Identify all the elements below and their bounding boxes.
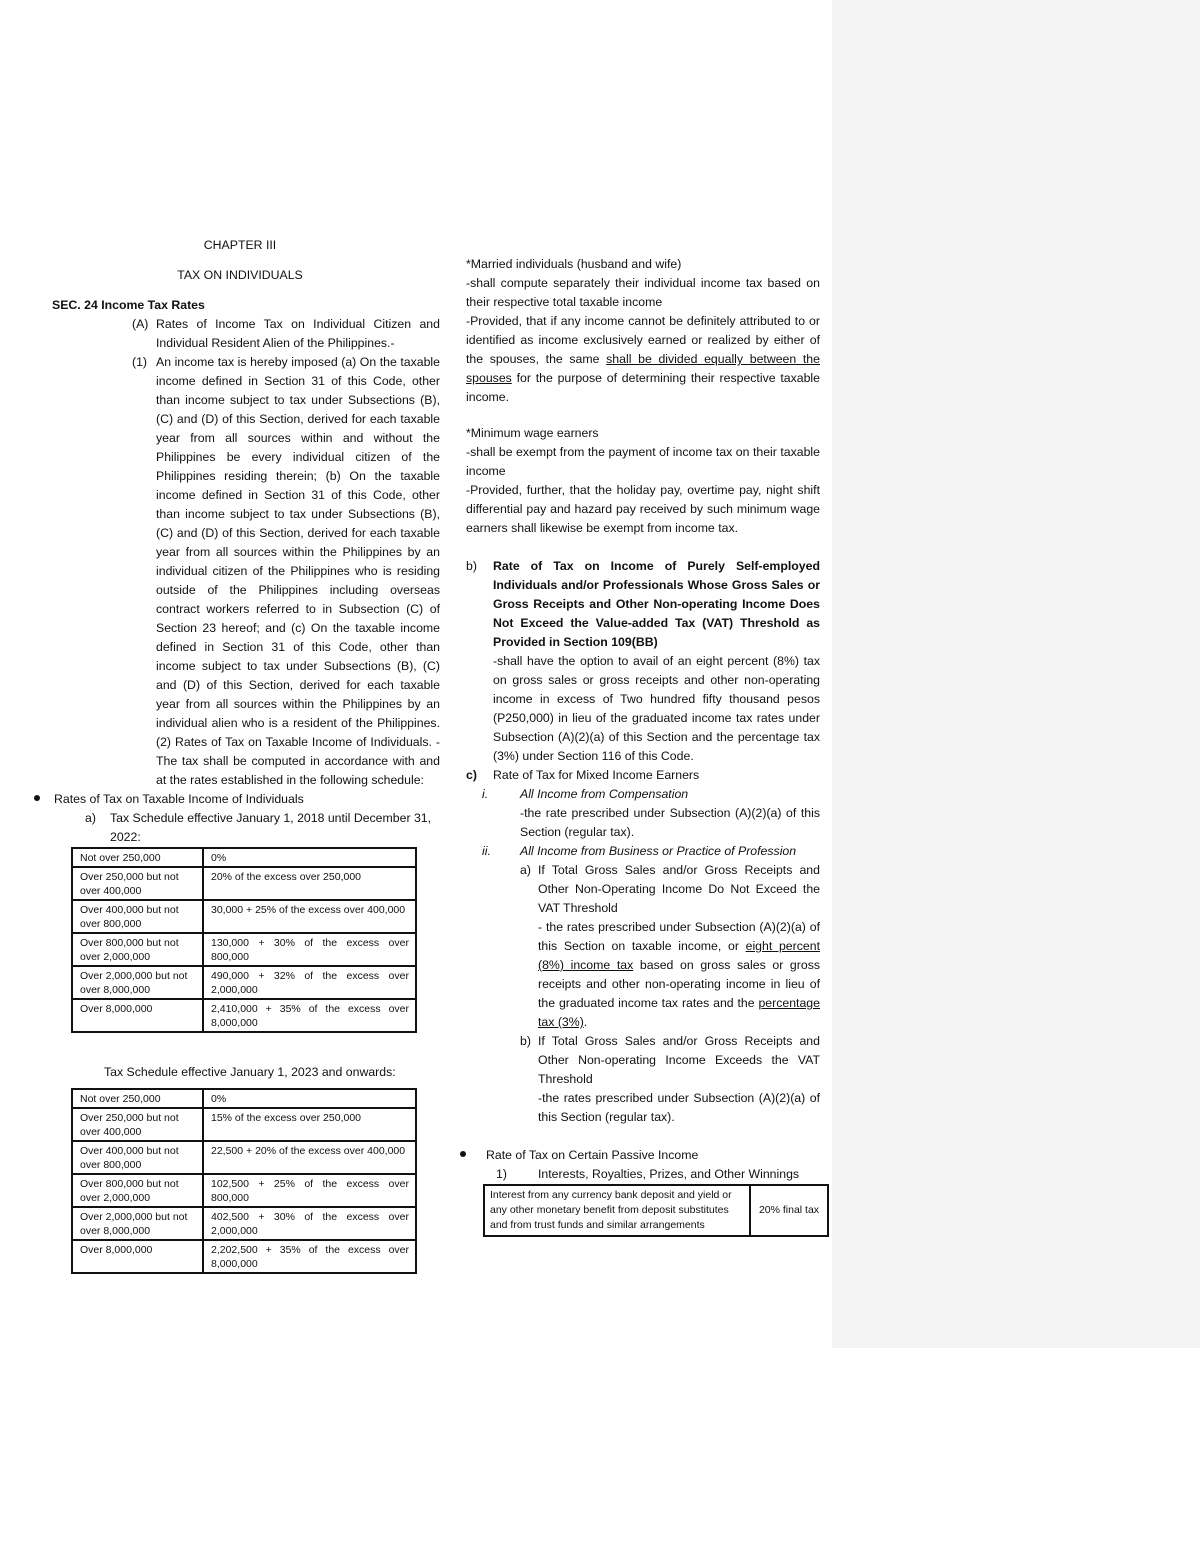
tax-rate-cell: 0% <box>203 1089 416 1108</box>
bullet-rates-text: Rates of Tax on Taxable Income of Individuals <box>54 792 304 806</box>
passive-income-rate: 20% final tax <box>750 1185 828 1236</box>
income-bracket-cell: Over 800,000 but not over 2,000,000 <box>72 933 203 966</box>
item-b-text: -shall have the option to avail of an eight percent (8%) tax on gross sales or gross receipts and other non-operating income in excess of Two hundred fifty thousand pesos (P250,000) in lieu of the graduated income tax rates under Subsection (A)(2)(a) of this Section and the percentage tax (3%) under Section 116 of this Code. <box>493 654 820 763</box>
table-row <box>72 1141 416 1174</box>
bullet-icon <box>34 795 40 801</box>
item-i-heading: All Income from Compensation <box>520 787 689 801</box>
married-p1: -shall compute separately their individual income tax based on their respective total taxable income <box>466 276 820 309</box>
item-b <box>466 557 820 766</box>
schedule-a-title: Tax Schedule effective January 1, 2018 until December 31, 2022: <box>110 811 432 844</box>
right-column <box>466 255 820 1237</box>
tax-rate-cell: 102,500 + 25% of the excess over 800,000 <box>203 1174 416 1207</box>
item-ii-a-heading: If Total Gross Sales and/or Gross Receipts and Other Non-Operating Income Do Not Exceed the VAT Threshold <box>538 863 820 915</box>
chapter-label: CHAPTER III <box>203 238 277 252</box>
married-p2-underlined: shall be divided equally between the spouses <box>466 352 820 385</box>
minwage-p2: -Provided, further, that the holiday pay, overtime pay, night shift differential pay and hazard pay received by such minimum wage earners shall likewise be exempt from income tax. <box>466 483 820 535</box>
comment-pane <box>832 0 1200 1348</box>
income-bracket-cell: Over 400,000 but not over 800,000 <box>72 900 203 933</box>
tax-rate-cell: 2,410,000 + 35% of the excess over 8,000,000 <box>203 999 416 1032</box>
subsection-a <box>40 315 440 353</box>
table-row <box>72 1240 416 1273</box>
table-row <box>72 867 416 900</box>
bullet-passive-text: Rate of Tax on Certain Passive Income <box>486 1148 699 1162</box>
table-row <box>484 1185 828 1236</box>
tax-rate-cell: 22,500 + 20% of the excess over 400,000 <box>203 1141 416 1174</box>
minwage-p1: -shall be exempt from the payment of income tax on their taxable income <box>466 445 820 478</box>
tax-rate-cell: 402,500 + 30% of the excess over 2,000,000 <box>203 1207 416 1240</box>
income-bracket-cell: Over 8,000,000 <box>72 999 203 1032</box>
item-ii-b-text: -the rates prescribed under Subsection (A)(2)(a) of this Section (regular tax). <box>538 1091 820 1124</box>
table-row <box>72 1089 416 1108</box>
schedule-a-mark: a) <box>85 811 96 825</box>
tax-rate-cell: 20% of the excess over 250,000 <box>203 867 416 900</box>
schedule-2023-title: Tax Schedule effective January 1, 2023 and onwards: <box>104 1065 396 1079</box>
item-1-heading: Interests, Royalties, Prizes, and Other Winnings <box>538 1167 800 1181</box>
paragraph-1 <box>40 353 440 790</box>
tax-rate-cell: 490,000 + 32% of the excess over 2,000,000 <box>203 966 416 999</box>
item-i-mark: i. <box>482 787 489 801</box>
item-ii-a-text <box>538 918 820 1032</box>
married-p2-b: for the purpose of determining their respective taxable income. <box>466 371 820 404</box>
income-bracket-cell: Over 2,000,000 but not over 8,000,000 <box>72 966 203 999</box>
tax-rate-cell: 15% of the excess over 250,000 <box>203 1108 416 1141</box>
item-ii-b-heading: If Total Gross Sales and/or Gross Receipts and Other Non-operating Income Exceeds the VAT Threshold <box>538 1034 820 1086</box>
income-bracket-cell: Over 8,000,000 <box>72 1240 203 1273</box>
table-row <box>72 999 416 1032</box>
table-row <box>72 1108 416 1141</box>
item-c-heading: Rate of Tax for Mixed Income Earners <box>493 768 700 782</box>
income-bracket-cell: Not over 250,000 <box>72 1089 203 1108</box>
item-ii-a-text-2: based on gross sales or gross receipts and other non-operating income in lieu of the graduated income tax rates and the <box>538 958 820 1010</box>
tax-rate-cell: 2,202,500 + 35% of the excess over 8,000,000 <box>203 1240 416 1273</box>
paragraph-1-text: An income tax is hereby imposed (a) On the taxable income defined in Section 31 of this Code, other than income subject to tax under Subsections (B), (C) and (D) of this Section, derived for each taxable year from all sources within and without the Philippines be every individual citizen of the Philippines residing therein; (b) On the taxable income defined in Section 31 of this Code, other than income subject to tax under Subsections (B), (C) and (D) of this Section, derived for each taxable year from all sources within the Philippines by an individual citizen of the Philippines who is residing outside of the Philippines including overseas contract workers referred to in Subsection (C) of Section 23 hereof; and (c) On the taxable income defined in Section 31 of this Code, other than income subject to tax under Subsections (B), (C) and (D) of this Section, derived for each taxable year from all sources within the Philippines by an individual alien who is a resident of the Philippines. (2) Rates of Tax on Taxable Income of Individuals. - The tax shall be computed in accordance with and at the rates established in the following schedule: <box>156 355 440 787</box>
item-ii-a-underline-1: eight percent (8%) income tax <box>538 939 820 972</box>
item-b-heading: Rate of Tax on Income of Purely Self-employed Individuals and/or Professionals Whose Gross Sales or Gross Receipts and Other Non-operating Income Does Not Exceed the Value-added Tax (VAT) Threshold as Provided in Section 109(BB) <box>493 559 820 649</box>
item-ii-b-mark: b) <box>520 1034 531 1048</box>
item-ii-a-text-1: - the rates prescribed under Subsection (A)(2)(a) of this Section on taxable income, or <box>538 920 820 953</box>
item-ii-a-text-3: . <box>583 1015 588 1029</box>
item-b-mark: b) <box>466 559 477 573</box>
item-ii-heading: All Income from Business or Practice of Profession <box>520 844 797 858</box>
tax-rate-cell: 30,000 + 25% of the excess over 400,000 <box>203 900 416 933</box>
subsection-a-mark: (A) <box>132 317 149 331</box>
item-ii-mark: ii. <box>482 844 491 858</box>
married-p2-a: -Provided, that if any income cannot be definitely attributed to or identified as income exclusively earned or realized by either of the spouses, the same <box>466 314 820 366</box>
bullet-passive <box>460 1146 820 1165</box>
item-ii-a-mark: a) <box>520 863 531 877</box>
item-ii <box>466 842 820 861</box>
tax-rate-cell: 130,000 + 30% of the excess over 800,000 <box>203 933 416 966</box>
passive-income-desc: Interest from any currency bank deposit and yield or any other monetary benefit from deposit substitutes and from trust funds and similar arrangements <box>484 1185 750 1236</box>
left-column <box>40 236 440 1274</box>
item-c <box>466 766 820 785</box>
tax-rate-cell: 0% <box>203 848 416 867</box>
bullet-icon <box>460 1151 466 1157</box>
table-row <box>72 966 416 999</box>
item-i <box>466 785 820 842</box>
table-row <box>72 1207 416 1240</box>
tax-table-2018 <box>71 847 417 1033</box>
income-bracket-cell: Over 2,000,000 but not over 8,000,000 <box>72 1207 203 1240</box>
married-p2 <box>466 312 820 407</box>
table-row <box>72 933 416 966</box>
item-ii-b <box>466 1032 820 1127</box>
income-bracket-cell: Over 250,000 but not over 400,000 <box>72 867 203 900</box>
paragraph-1-mark: (1) <box>132 355 148 369</box>
tax-table-2023 <box>71 1088 417 1274</box>
subsection-a-text: Rates of Income Tax on Individual Citizen and Individual Resident Alien of the Philippines.- <box>156 317 440 350</box>
item-1 <box>466 1165 820 1184</box>
chapter-title: TAX ON INDIVIDUALS <box>177 268 303 282</box>
income-bracket-cell: Over 800,000 but not over 2,000,000 <box>72 1174 203 1207</box>
item-i-text: -the rate prescribed under Subsection (A)(2)(a) of this Section (regular tax). <box>520 806 820 839</box>
item-ii-a <box>466 861 820 1032</box>
bullet-rates <box>34 790 440 809</box>
table-row <box>72 900 416 933</box>
schedule-a <box>40 809 440 847</box>
married-heading: *Married individuals (husband and wife) <box>466 257 682 271</box>
item-1-mark: 1) <box>496 1167 507 1181</box>
income-bracket-cell: Not over 250,000 <box>72 848 203 867</box>
item-c-mark: c) <box>466 768 477 782</box>
table-row <box>72 1174 416 1207</box>
section-heading: SEC. 24 Income Tax Rates <box>52 298 205 312</box>
item-ii-a-underline-2: percentage tax (3%) <box>538 996 820 1029</box>
minwage-heading: *Minimum wage earners <box>466 426 599 440</box>
table-row <box>72 848 416 867</box>
income-bracket-cell: Over 250,000 but not over 400,000 <box>72 1108 203 1141</box>
income-bracket-cell: Over 400,000 but not over 800,000 <box>72 1141 203 1174</box>
passive-income-table <box>483 1184 829 1237</box>
